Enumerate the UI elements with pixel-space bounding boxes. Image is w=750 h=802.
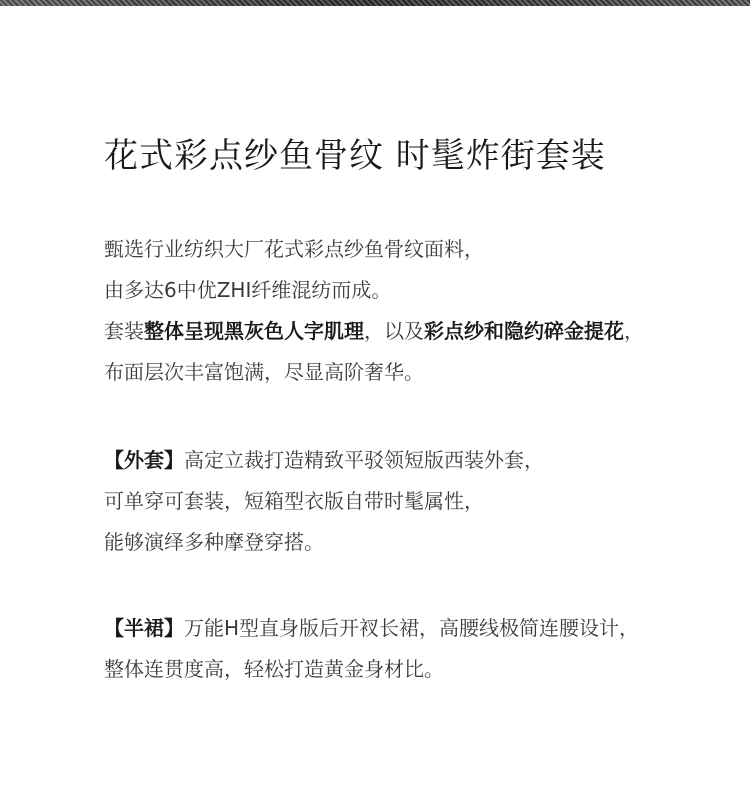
intro-text: ， bbox=[624, 319, 644, 343]
jacket-text: 高定立裁打造精致平驳领短版西装外套， bbox=[184, 448, 544, 472]
intro-text: 套装 bbox=[104, 319, 144, 343]
product-photo-edge bbox=[0, 0, 750, 6]
fabric-intro bbox=[104, 229, 704, 393]
intro-line: 甄选行业纺织大厂花式彩点纱鱼骨纹面料， bbox=[104, 237, 484, 261]
jacket-section bbox=[104, 440, 704, 563]
skirt-text: 万能H型直身版后开衩长裙，高腰线极简连腰设计， bbox=[184, 616, 640, 640]
jacket-line bbox=[104, 440, 704, 481]
skirt-section bbox=[104, 608, 704, 690]
intro-text: ，以及 bbox=[364, 319, 424, 343]
skirt-line: 整体连贯度高，轻松打造黄金身材比。 bbox=[104, 657, 444, 681]
intro-line: 由多达6中优ZHI纤维混纺而成。 bbox=[104, 278, 392, 302]
jacket-label: 【外套】 bbox=[104, 448, 184, 472]
intro-line bbox=[104, 311, 704, 352]
intro-highlight: 整体呈现黑灰色人字肌理 bbox=[144, 319, 364, 343]
intro-line: 布面层次丰富饱满，尽显高阶奢华。 bbox=[104, 360, 424, 384]
page-title: 花式彩点纱鱼骨纹 时髦炸街套装 bbox=[104, 136, 606, 176]
skirt-line bbox=[104, 608, 704, 649]
intro-highlight: 彩点纱和隐约碎金提花 bbox=[424, 319, 624, 343]
jacket-line: 能够演绎多种摩登穿搭。 bbox=[104, 530, 324, 554]
jacket-line: 可单穿可套装，短箱型衣版自带时髦属性， bbox=[104, 489, 484, 513]
skirt-label: 【半裙】 bbox=[104, 616, 184, 640]
